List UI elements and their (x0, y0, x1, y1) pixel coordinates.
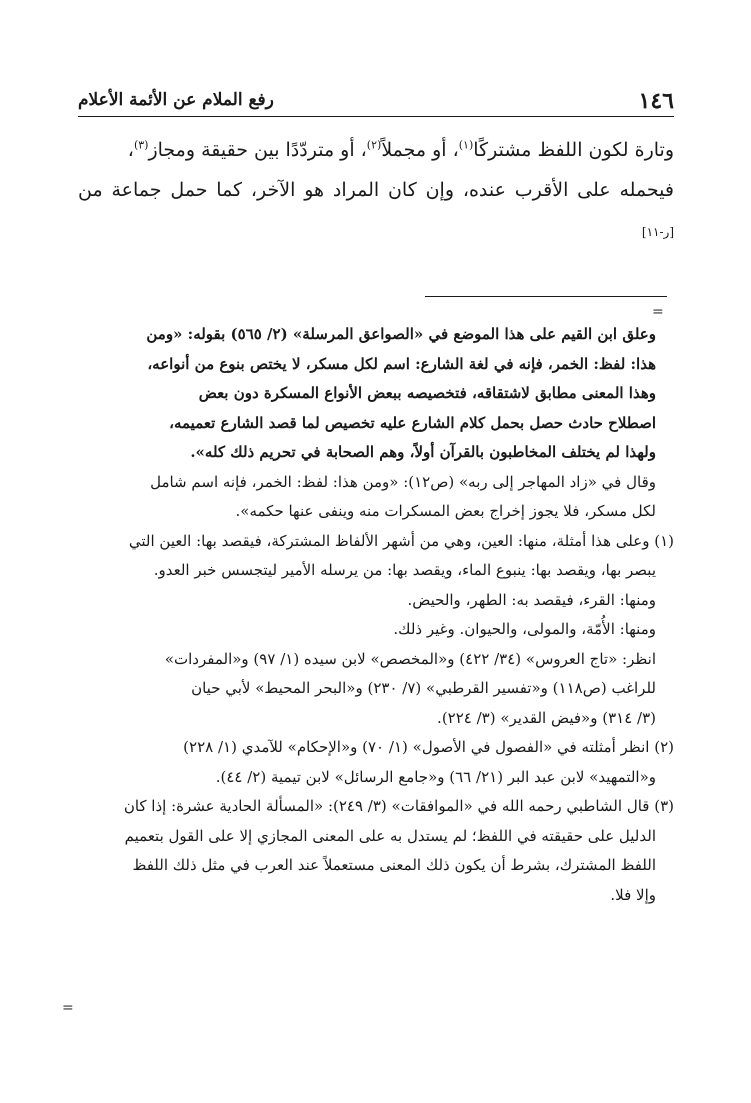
footnote-line: و«التمهيد» لابن عبد البر (٢١/ ٦٦) و«جامع الرسائل» لابن تيمية (٢/ ٤٤). (215, 767, 656, 786)
continuation-line: وهذا المعنى مطابق لاشتقاقه، فتخصيصه ببعض الأنواع المسكرة دون بعض (198, 384, 656, 402)
footnote-line: للراغب (ص١١٨) و«تفسير القرطبي» (٧/ ٢٣٠) و«البحر المحيط» لأبي حيان (191, 679, 656, 697)
main-text-segment: فيحمله على الأقرب عنده، وإن كان المراد هو الآخر، كما حمل جماعة من (78, 179, 674, 201)
footnote-line: (١) وعلى هذا أمثلة، منها: العين، وهي من أشهر الألفاظ المشتركة، فيقصد بها: العين التي (128, 531, 674, 550)
footnote-continuation (78, 320, 674, 527)
continuation-mark-bottom: = (62, 1000, 74, 1016)
footnote-separator (425, 296, 667, 297)
footnote-2 (78, 733, 674, 792)
running-title: رفع الملام عن الأئمة الأعلام (78, 90, 274, 110)
footnote-line: اللفظ المشترك، بشرط أن يكون ذلك المعنى مستعملاً عند العرب في مثل ذلك اللفظ (132, 856, 656, 874)
main-text-segment: ، أو مجملاً (381, 139, 459, 161)
main-line-1 (78, 130, 674, 170)
main-text-segment: وتارة لكون اللفظ مشتركًا (473, 139, 674, 161)
footnote-line: (٣) قال الشاطبي رحمه الله في «الموافقات» (٣/ ٢٤٩): «المسألة الحادية عشرة: إذا كان (123, 797, 674, 815)
footnote-line: الدليل على حقيقته في اللفظ؛ لم يستدل به على المعنى المجازي إلا على القول بتعميم (124, 826, 656, 845)
footnote-line: ومنها: القرء، فيقصد به: الطهر، والحيض. (407, 590, 656, 609)
main-text-segment: ، (127, 139, 134, 161)
continuation-line: وقال في «زاد المهاجر إلى ربه» (ص١٢): «ومن هذا: لفظ: الخمر، فإنه اسم شامل (150, 472, 656, 491)
footnote-ref-2[interactable]: (٢) (366, 138, 382, 152)
footnote-line: يبصر بها، ويقصد بها: ينبوع الماء، ويقصد بها: من يرسله الأمير ليتجسس خبر العدو. (153, 561, 656, 579)
footnote-line: (٢) انظر أمثلته في «الفصول في الأصول» (١/ ٧٠) و«الإحكام» للآمدي (١/ ٢٢٨) (183, 738, 674, 756)
main-text (78, 130, 674, 252)
footnote-line: انظر: «تاج العروس» (٣٤/ ٤٢٢) و«المخصص» لابن سيده (١/ ٩٧) و«المفردات» (164, 649, 656, 668)
page-number: ١٤٦ (638, 88, 674, 114)
continuation-mark-top: = (652, 304, 664, 320)
continuation-line: لكل مسكر، فلا يجوز إخراج بعض المسكرات منه وينفى عنها حكمه». (235, 502, 656, 520)
continuation-line: اصطلاح حادث حصل بحمل كلام الشارع عليه تخصيص لما قصد الشارع تعميمه، (169, 413, 656, 432)
footnote-line: (٣/ ٣١٤) و«فيض القدير» (٣/ ٢٢٤). (437, 708, 656, 727)
footnotes (78, 320, 674, 910)
footnote-3 (78, 792, 674, 910)
footnote-1 (78, 527, 674, 734)
edition-page-ref: [ر-١١] (641, 225, 674, 239)
main-line-2 (78, 170, 674, 252)
continuation-line: ولهذا لم يختلف المخاطبون بالقرآن أولاً، وهم الصحابة في تحريم ذلك كله». (190, 443, 656, 461)
footnote-ref-3[interactable]: (٣) (133, 138, 149, 152)
page-header (78, 86, 674, 117)
main-text-segment: ، أو متردّدًا بين حقيقة ومجاز (148, 139, 367, 161)
footnote-ref-1[interactable]: (١) (458, 138, 474, 152)
footnote-line: ومنها: الأُمّة، والمولى، والحيوان. وغير ذلك. (393, 620, 656, 638)
continuation-line: هذا: لفظ: الخمر، فإنه في لغة الشارع: اسم لكل مسكر، لا يختص بنوع من أنواعه، (147, 354, 656, 373)
footnote-line: وإلا فلا. (610, 885, 656, 904)
continuation-line: وعلق ابن القيم على هذا الموضع في «الصواعق المرسلة» (٢/ ٥٦٥) بقوله: «ومن (146, 325, 656, 343)
